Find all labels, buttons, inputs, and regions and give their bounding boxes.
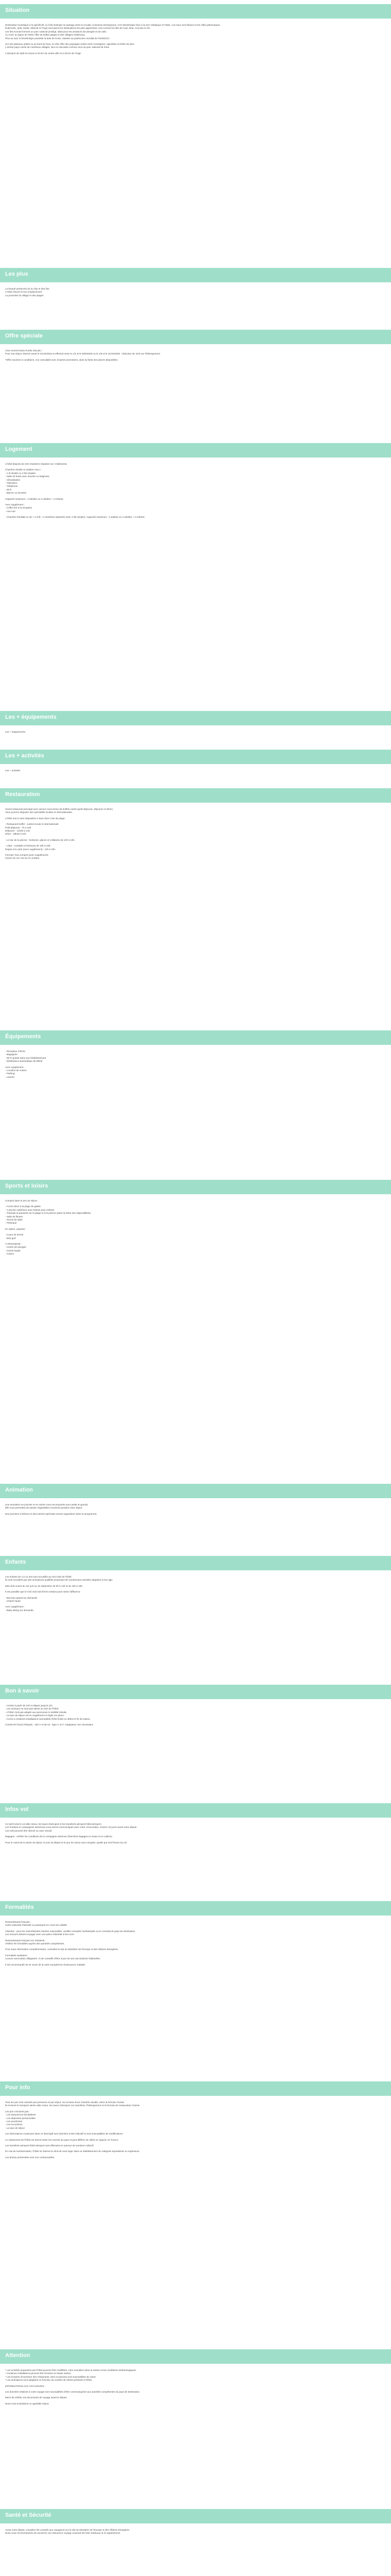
section-infos-vol (0, 1803, 391, 1844)
body-text-line: Avec supplément : (5, 1065, 25, 1069)
body-text-line: - Accès à certaines installations susceptible d'être limité en début et fin de saison. (5, 1717, 91, 1720)
body-text-line: Merci de vérifier vos documents de voyage avant le départ. (5, 2396, 68, 2399)
section-title: Sports et loisirs (5, 1183, 48, 1189)
section-header (0, 1484, 391, 1498)
body-text-line: Au nord, la région de l'Istrie offre de belles plages et des villages médiévaux. (5, 33, 86, 37)
body-text-line: L'hôtel dispose de 220 chambres réparties sur 4 bâtiments. (5, 463, 68, 465)
body-text-line: Aucune vaccination obligatoire. Il est conseillé d'être à jour de ses vaccinations habituelles. (5, 1957, 101, 1960)
section-header (0, 1901, 391, 1916)
section-title: Offre spéciale (5, 333, 43, 339)
body-text-line: * Les animations sont adaptées en fonction du nombre de clients présents à l'hôtel. (5, 2379, 92, 2382)
section-title: Les + activités (5, 753, 44, 759)
body-text-line: L'arrière-pays cache de nombreux villages, lacs et cascades comme ceux du parc national de Krka. (5, 46, 110, 49)
body-text-line: Les vols peuvent être directs ou avec escale. (5, 1829, 53, 1832)
section-formalites (0, 1901, 391, 1966)
body-text-line: Plus au sud, le Monténégro possède la baie de Kotor, classée au patrimoine mondial de l'UNESCO. (5, 37, 110, 40)
section-logement (0, 443, 391, 519)
body-text-line: - L'Bar : cocktails et boissons de 18h à 23h. (5, 844, 51, 848)
body-text-line: - Transats et parasols sur la plage et à la piscine (dans la limite des disponibilités) (5, 1212, 91, 1215)
section-header (0, 2349, 391, 2364)
body-text-line: Avec supplément : (5, 1605, 25, 1608)
section-bon-a-savoir (0, 1685, 391, 1726)
body-text-line: À PROXIMITÉ : (5, 1243, 22, 1246)
section-header (0, 443, 391, 457)
body-text-line: Ressortissants français : (5, 1921, 31, 1923)
section-header (0, 1030, 391, 1045)
body-text-line: Avec supplément : (5, 503, 25, 506)
body-text-line: - Bagagerie (5, 1053, 18, 1056)
section-header (0, 2509, 391, 2523)
section-body (5, 1199, 377, 1256)
section-body (5, 287, 377, 297)
body-text-line: En cas de surréservation, l'hôtel se réserve le droit de vous loger dans un établissement de catégorie équivalente ou supérieure. (5, 2150, 140, 2153)
body-text-line: Nous vous recommandons de souscrire une assurance voyage couvrant les frais médicaux et le rapatriement. (5, 2532, 121, 2535)
body-text-line: - Salle de fitness (5, 1215, 23, 1218)
body-text-line: Pour toute information complémentaire, consultez le site du Ministère de l'Europe et des Affaires étrangères. (5, 1948, 119, 1951)
body-text-line: - Chambre familiale (2 ad + 2 enf) : 2 chambres séparées avec 2 lits simples. Capacité maximum : 4 adultes ou 2 adultes + 2 enfants. (5, 516, 145, 519)
body-text-line: Nous vous souhaitons un agréable séjour. (5, 2402, 50, 2405)
body-text-line: Ils sont encadrés par des animateurs qualifiés proposant de nombreuses activités adaptées à leur âge. (5, 1579, 113, 1582)
body-text-line: Mini-club ouvert du 1er juin au 15 septembre de 9h à 13h et de 15h à 18h. (5, 1584, 83, 1587)
section-attention (0, 2349, 391, 2405)
section-body (5, 2101, 377, 2159)
body-text-line: Vous pourrez déguster des spécialités locales et internationales. (5, 811, 73, 814)
body-text-line: L'hôtel met à votre disposition 2 bars dont 1 bar de plage. (5, 817, 66, 820)
body-text-line: COURANT ÉLECTRIQUE : 230 V et 50 Hz. Type C et F. Adaptateur non nécessaire. (5, 1723, 94, 1726)
body-text-line: - Chaise haute (5, 1600, 21, 1603)
section-title: Infos vol (5, 1806, 29, 1812)
body-text-line: - Centre de plongée (5, 1246, 26, 1249)
section-body (5, 769, 377, 772)
body-text-line: Sur ses plateaux arides ou au bord de l'eau, la côte offre des paysages variés entre montagnes, vignobles et forêts de pins. (5, 43, 135, 46)
body-text-line: - 1 lit double ou 2 lits simples (5, 471, 36, 474)
body-text-line: Compris dans le prix du séjour : (5, 1199, 39, 1202)
section-title: Situation (5, 7, 30, 13)
section-header (0, 268, 391, 282)
body-text-line: - Balcon ou terrasse (5, 492, 27, 495)
body-text-line: - Réception 24h/24 (5, 1050, 25, 1053)
body-text-line: * Certaines installations peuvent être fermées en basse saison. (5, 2372, 72, 2375)
body-text-line: Vérifiez les formalités auprès des autorités compétentes. (5, 1942, 65, 1945)
section-body (5, 463, 377, 519)
body-text-line: * Les activités proposées par l'hôtel peuvent être modifiées, voire annulées selon la saison et les conditions météorologiques. (5, 2369, 137, 2371)
body-text-line: Les transferts aéroport-hôtel-aéroport sont effectués en autocar de tourisme collectif. (5, 2144, 94, 2147)
section-header (0, 2081, 391, 2096)
body-text-line: - Les pourboires (5, 2120, 23, 2123)
body-text-line: Ils incluent le transport aérien aller-retour, les taxes d'aéroport, les transferts, l'hébergement et la formule de restauration choisie. (5, 2104, 140, 2107)
body-text-line: Les données relatives à votre voyage sont susceptibles d'être communiquées aux autorités compétentes du pays de destination. (5, 2391, 140, 2394)
section-title: Restauration (5, 791, 40, 798)
section-sante-securite (0, 2509, 391, 2535)
body-text-line: - Laverie (5, 1075, 14, 1078)
body-text-line: * Les horaires d'ouverture des restaurants, bars et piscines sont susceptibles de varier. (5, 2375, 96, 2378)
section-situation (0, 4, 391, 55)
body-text-line: - Les dépenses personnelles (5, 2116, 36, 2120)
body-text-line: - Coffre-fort à la réception (5, 506, 32, 510)
body-text-line: - L'hôtel n'est pas adapté aux personnes à mobilité réduite. (5, 1710, 67, 1714)
body-text-line: - Baby-sitting sur demande (5, 1608, 34, 1612)
body-text-line: La proximité du village et des plages (5, 294, 44, 297)
body-text-line: Destination touristique à la spécificité, la Côte Dalmate se partage entre la Croatie, la Bosnie-Herzégovine, et le Monténégro face à la mer Adriatique et l'Italie. Les eaux sont bleues et les villes pittoresques. (5, 24, 221, 26)
section-body (5, 1823, 377, 1844)
body-text-line: - Wi-fi (5, 488, 11, 491)
body-text-line: Les prix n'incluent pas : (5, 2110, 30, 2113)
section-body (5, 1921, 377, 1967)
section-title: Formalités (5, 1904, 34, 1910)
body-text-line: - Salle de bains avec douche ou baignoire (5, 475, 50, 478)
section-body (5, 2369, 377, 2405)
section-title: Bon à savoir (5, 1688, 40, 1694)
body-text-line: Dubrovnik, Split, Zadar, Sibenik et Trogir sont parmi les destinations les plus appréciées, tout comme les îles de Hvar, Brac, Korcula et Vis. (5, 27, 151, 30)
body-text-line: Tous les prix sont calculés par personne et par séjour, sur la base d'une chambre double, selon la formule choisie. (5, 2101, 125, 2104)
body-text-line: - Les animaux ne sont pas admis au sein de l'hôtel. (5, 1707, 59, 1710)
body-text-line: Elle vous permettra de passer d'agréables moments pendant votre séjour. (5, 1506, 83, 1510)
section-header (0, 1803, 391, 1818)
body-text-line: Des journées à thèmes et des soirées spéciales seront organisées selon le programme. (5, 1512, 97, 1515)
body-text-line: INFORMATIONS AUX VOYAGEURS : (5, 2384, 45, 2387)
body-text-line: - Mini-golf (5, 1236, 16, 1240)
body-text-line: Les + équipements (5, 731, 25, 733)
body-text-line: En option, payants : (5, 1227, 26, 1230)
body-text-line: Repas à la carte (avec supplément) : 12h à 15h. (5, 848, 56, 851)
body-text-line: - Vue mer (5, 510, 15, 513)
body-text-line: - 1 piscine extérieure avec bassin pour enfants (5, 1208, 54, 1211)
section-body (5, 731, 377, 734)
body-text-line: Les horaires et compagnies aériennes vous seront communiqués avec votre convocation, environ 10 jours avant votre départ. (5, 1826, 137, 1829)
section-plus-activites (0, 750, 391, 772)
body-text-line: Les enfants de 4 à 12 ans sont accueillis au mini-club de l'hôtel. (5, 1575, 72, 1578)
body-text-line: - Les assurances facultatives (5, 2113, 36, 2116)
body-text-line: Avant votre départ, consultez les conseils aux voyageurs sur le site du Ministère de l'Europe et des Affaires étrangères. (5, 2529, 131, 2531)
body-text-line: - Tennis de table (5, 1218, 23, 1222)
section-body (5, 1503, 377, 1516)
section-title: Animation (5, 1487, 33, 1493)
section-body (5, 24, 377, 55)
section-header (0, 330, 391, 344)
body-text-line: Les mineurs doivent voyager avec une pièce d'identité à leur nom. (5, 1933, 75, 1936)
section-animation (0, 1484, 391, 1515)
body-text-line: Attention : pour les ressortissants d'autres nationalités, veuillez consulter l'ambassade ou le consulat du pays de destination. (5, 1929, 136, 1933)
section-body (5, 808, 377, 860)
section-header (0, 1180, 391, 1194)
body-text-line: Grand restaurant principal avec service sous forme de buffets variés (petit-déjeuner, déjeuner et dîner). (5, 808, 113, 810)
body-text-line: L'hôtel rénové et son emplacement (5, 291, 42, 294)
body-text-line: - Location de voiture (5, 1069, 27, 1072)
body-text-line: - Le bar de la piscine : boissons, glaces et collations de 10h à 18h. (5, 838, 75, 841)
section-enfants (0, 1556, 391, 1612)
body-text-line: - Climatisation (5, 478, 21, 481)
body-text-line: - Casino (5, 1252, 14, 1256)
section-header (0, 1685, 391, 1699)
section-equipements (0, 1030, 391, 1078)
section-header (0, 788, 391, 803)
body-text-line: Bagages : vérifiez les conditions de la compagnie aérienne (franchise bagages en soute et en cabine). (5, 1835, 113, 1838)
body-text-line: La beauté préservée de la côte et des îles (5, 287, 50, 290)
body-text-line: - Parking (5, 1072, 15, 1075)
section-body (5, 1050, 377, 1079)
section-title: Santé et Sécurité (5, 2512, 52, 2518)
section-header (0, 750, 391, 764)
body-text-line: Ouvert du 1er mai au 31 octobre. (5, 857, 40, 860)
body-text-line: Ressortissants français non résidents : (5, 1939, 46, 1942)
body-text-line: *Offre soumise à conditions, non cumulable avec d'autres promotions, dans la limite des places disponibles. (5, 358, 119, 361)
body-text-line: Pour le calcul de la durée du séjour, le jour du départ et le jour du retour sont comptés, quelle que soit l'heure du vol. (5, 1841, 127, 1844)
body-text-line: - Restaurant buffet : cuisine locale et internationale (5, 823, 59, 826)
body-text-line: Petit-déjeuner : 7h à 10h (5, 826, 31, 829)
section-title: Attention (5, 2352, 30, 2359)
body-text-line: Les photos présentées sont non contractuelles. (5, 2156, 55, 2159)
body-text-line: Les informations contenues dans ce descriptif sont données à titre indicatif et sont susceptibles de modifications. (5, 2132, 124, 2136)
section-title: Équipements (5, 1033, 41, 1040)
section-body (5, 1704, 377, 1726)
body-text-line: Chambre double (2 adultes max.) : (5, 468, 42, 471)
section-body (5, 2529, 377, 2535)
body-text-line: - Canoë kayak (5, 1249, 21, 1252)
body-text-line: Capacité maximum : 3 adultes ou 2 adultes + 2 enfants. (5, 497, 64, 500)
body-text-line: Une animation en journée et en soirée vous est proposée pour petits et grands. (5, 1503, 89, 1506)
body-text-line: L'aéroport de Split se trouve à 20 km du centre-ville et à 30 km de Trogir. (5, 52, 82, 55)
section-offre-speciale (0, 330, 391, 361)
section-title: Enfants (5, 1559, 26, 1565)
body-text-line: - Berceau gratuit sur demande (5, 1596, 38, 1599)
body-text-line: Formule Tout compris (avec supplément). (5, 854, 49, 857)
body-text-line: - Les excursions (5, 2123, 23, 2126)
section-les-plus (0, 268, 391, 297)
body-text-line: - La taxe de séjour est en supplément à régler sur place. (5, 1714, 64, 1717)
body-text-line: - La taxe de séjour (5, 2126, 25, 2129)
section-title: Les plus (5, 271, 28, 277)
section-plus-equipements (0, 711, 391, 733)
section-body (5, 349, 377, 362)
body-text-line: - Pétanque (5, 1222, 17, 1225)
body-text-line: Carte nationale d'identité ou passeport en cours de validité. (5, 1924, 68, 1927)
body-text-line: - Cours de tennis (5, 1233, 23, 1236)
section-header (0, 1556, 391, 1570)
body-text-line: - Accès direct à la plage de galets (5, 1205, 41, 1208)
body-text-line: Ce tarif inclut le vol aller-retour, les taxes d'aéroport et les transferts aéroport-hôtel-aéroport. (5, 1823, 102, 1825)
body-text-line: Déjeuner : 12h30 à 14h (5, 829, 30, 833)
body-text-line: VOS AVANTAGES PLEIN SOLEIL* (5, 349, 42, 352)
body-text-line: - Arrivée à partir de 14h et départ jusqu'à 11h. (5, 1704, 53, 1707)
body-text-line: Le classement de l'hôtel est donné selon les normes du pays et peut différer de celles en vigueur en France. (5, 2138, 119, 2141)
body-text-line: Il est recommandé de se munir de la carte européenne d'assurance maladie. (5, 1963, 86, 1966)
section-title: Pour info (5, 2084, 30, 2091)
section-restauration (0, 788, 391, 860)
body-text-line: - Télévision (5, 482, 18, 485)
body-text-line: - Téléphone (5, 485, 18, 488)
body-text-line: Les + activités (5, 769, 21, 772)
body-text-line: Les îles Kornati forment un parc national protégé, idéal pour les amateurs de plongée et de voile. (5, 30, 107, 33)
body-text-line: - Distributeur automatique de billets (5, 1060, 43, 1063)
body-text-line: Formalités sanitaires : (5, 1954, 28, 1957)
section-title: Logement (5, 446, 32, 452)
section-header (0, 4, 391, 19)
section-pour-info (0, 2081, 391, 2159)
body-text-line: Pour tout séjour réservé avant le 31/10/2024 et effectué entre le 1/4 et le 30/6/2025 ou le 1/9 et le 31/10/2025 : réduction de 10% sur l'hébergement. (5, 352, 161, 355)
body-text-line: Il est possible que le mini-club soit fermé certains jours selon l'affluence. (5, 1590, 81, 1594)
section-title: Les + équipements (5, 714, 57, 720)
section-header (0, 711, 391, 725)
section-sports-loisirs (0, 1180, 391, 1256)
body-text-line: Dîner : 18h30 à 21h (5, 833, 26, 836)
section-body (5, 1575, 377, 1612)
body-text-line: - Wi-Fi gratuit dans tout l'établissement (5, 1056, 46, 1059)
